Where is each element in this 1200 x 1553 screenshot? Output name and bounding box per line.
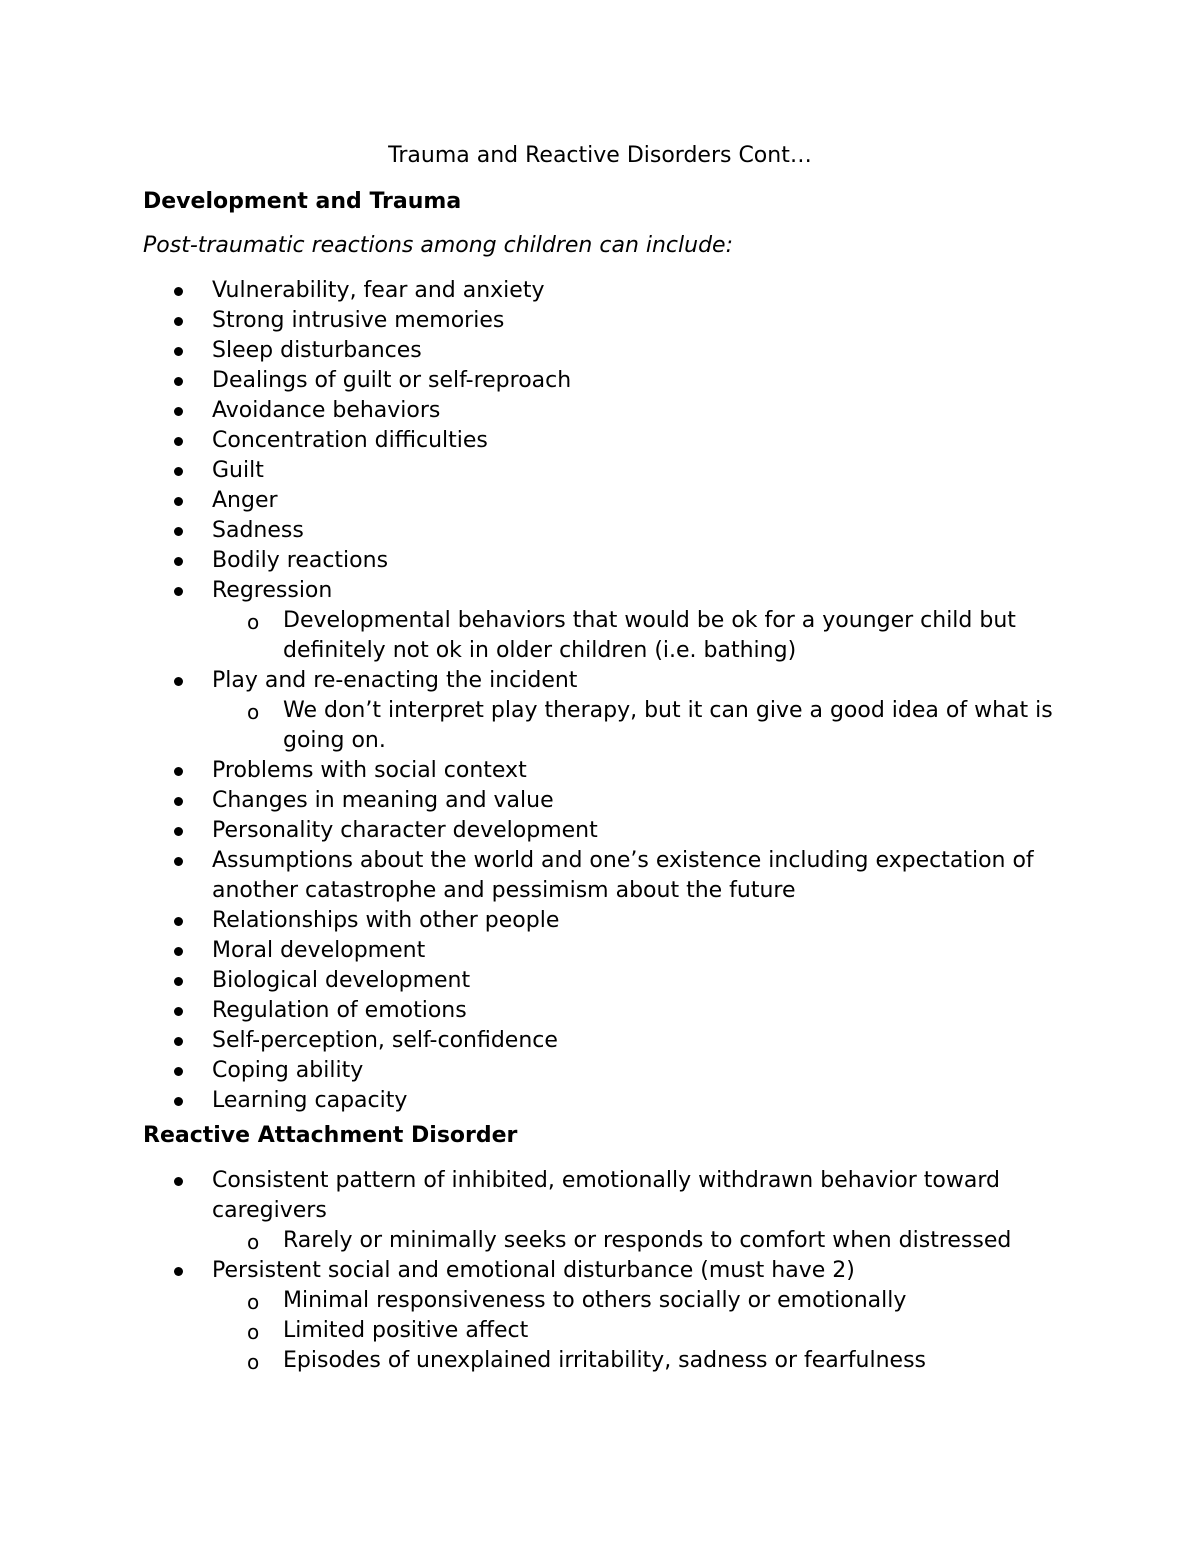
document-title: Trauma and Reactive Disorders Cont… [388, 143, 812, 168]
sub-list-item: o Developmental behaviors that would be ok for a younger child but definitely not ok in older children (i.e. bathing) [247, 608, 1016, 663]
list-item: Biological development [0, 966, 1072, 996]
bullet-icon [174, 467, 183, 476]
list-item: Assumptions about the world and one’s existence including expectation of another catastrophe and pessimism about the future [0, 846, 1072, 906]
bullet-icon [174, 497, 183, 506]
list-item: Persistent social and emotional disturbance (must have 2) [0, 1256, 1072, 1286]
list-item: Anger [0, 486, 1072, 516]
bullet-icon [174, 947, 183, 956]
bullet-icon [174, 437, 183, 446]
list-item: Consistent pattern of inhibited, emotionally withdrawn behavior toward caregivers [0, 1166, 1072, 1226]
section-intro: Post-traumatic reactions among children can include: [143, 233, 733, 258]
bullet-icon [174, 527, 183, 536]
sub-list-item: o Limited positive affect [247, 1318, 529, 1344]
bullet-icon [174, 1007, 183, 1016]
list-item: Dealings of guilt or self-reproach [0, 366, 1072, 396]
list-item: Changes in meaning and value [0, 786, 1072, 816]
sub-bullet-icon: o [247, 700, 260, 724]
bullet-icon [174, 1097, 183, 1106]
sub-bullet-icon: o [247, 1290, 260, 1314]
bullet-icon [174, 1267, 183, 1276]
list-item: Learning capacity [0, 1086, 1072, 1116]
bullet-list-reactive-attachment [0, 1166, 1200, 1376]
bullet-list-development-trauma [0, 276, 1200, 1116]
list-item: Sleep disturbances [0, 336, 1072, 366]
bullet-icon [174, 1067, 183, 1076]
bullet-icon [174, 977, 183, 986]
list-item: Regression [0, 576, 1072, 606]
section-heading-reactive-attachment: Reactive Attachment Disorder [143, 1123, 518, 1148]
bullet-icon [174, 767, 183, 776]
list-item: Guilt [0, 456, 1072, 486]
bullet-icon [174, 407, 183, 416]
bullet-icon [174, 857, 183, 866]
list-item: Bodily reactions [0, 546, 1072, 576]
list-item: Moral development [0, 936, 1072, 966]
bullet-icon [174, 1037, 183, 1046]
sub-list-item: o Episodes of unexplained irritability, sadness or fearfulness [247, 1348, 926, 1374]
list-item: Relationships with other people [0, 906, 1072, 936]
sub-bullet-icon: o [247, 1320, 260, 1344]
bullet-icon [174, 557, 183, 566]
bullet-icon [174, 587, 183, 596]
bullet-icon [174, 347, 183, 356]
list-item: Play and re-enacting the incident [0, 666, 1072, 696]
list-item: Sadness [0, 516, 1072, 546]
sub-bullet-icon: o [247, 1350, 260, 1374]
sub-list-item: o We don’t interpret play therapy, but it can give a good idea of what is going on. [247, 698, 1053, 753]
bullet-icon [174, 287, 183, 296]
bullet-icon [174, 827, 183, 836]
list-item: Personality character development [0, 816, 1072, 846]
section-heading-development-trauma: Development and Trauma [143, 189, 462, 214]
bullet-icon [174, 917, 183, 926]
list-item: Coping ability [0, 1056, 1072, 1086]
list-item: Strong intrusive memories [0, 306, 1072, 336]
list-item: Avoidance behaviors [0, 396, 1072, 426]
sub-list-item: o Minimal responsiveness to others socially or emotionally [247, 1288, 907, 1314]
bullet-icon [174, 317, 183, 326]
sub-list-item: o Rarely or minimally seeks or responds to comfort when distressed [247, 1228, 1012, 1254]
list-item: Self-perception, self-confidence [0, 1026, 1072, 1056]
sub-bullet-icon: o [247, 1230, 260, 1254]
sub-bullet-icon: o [247, 610, 260, 634]
bullet-icon [174, 1177, 183, 1186]
bullet-icon [174, 677, 183, 686]
bullet-icon [174, 797, 183, 806]
bullet-icon [174, 377, 183, 386]
list-item: Concentration difficulties [0, 426, 1072, 456]
list-item: Vulnerability, fear and anxiety [0, 276, 1072, 306]
list-item: Problems with social context [0, 756, 1072, 786]
list-item: Regulation of emotions [0, 996, 1072, 1026]
